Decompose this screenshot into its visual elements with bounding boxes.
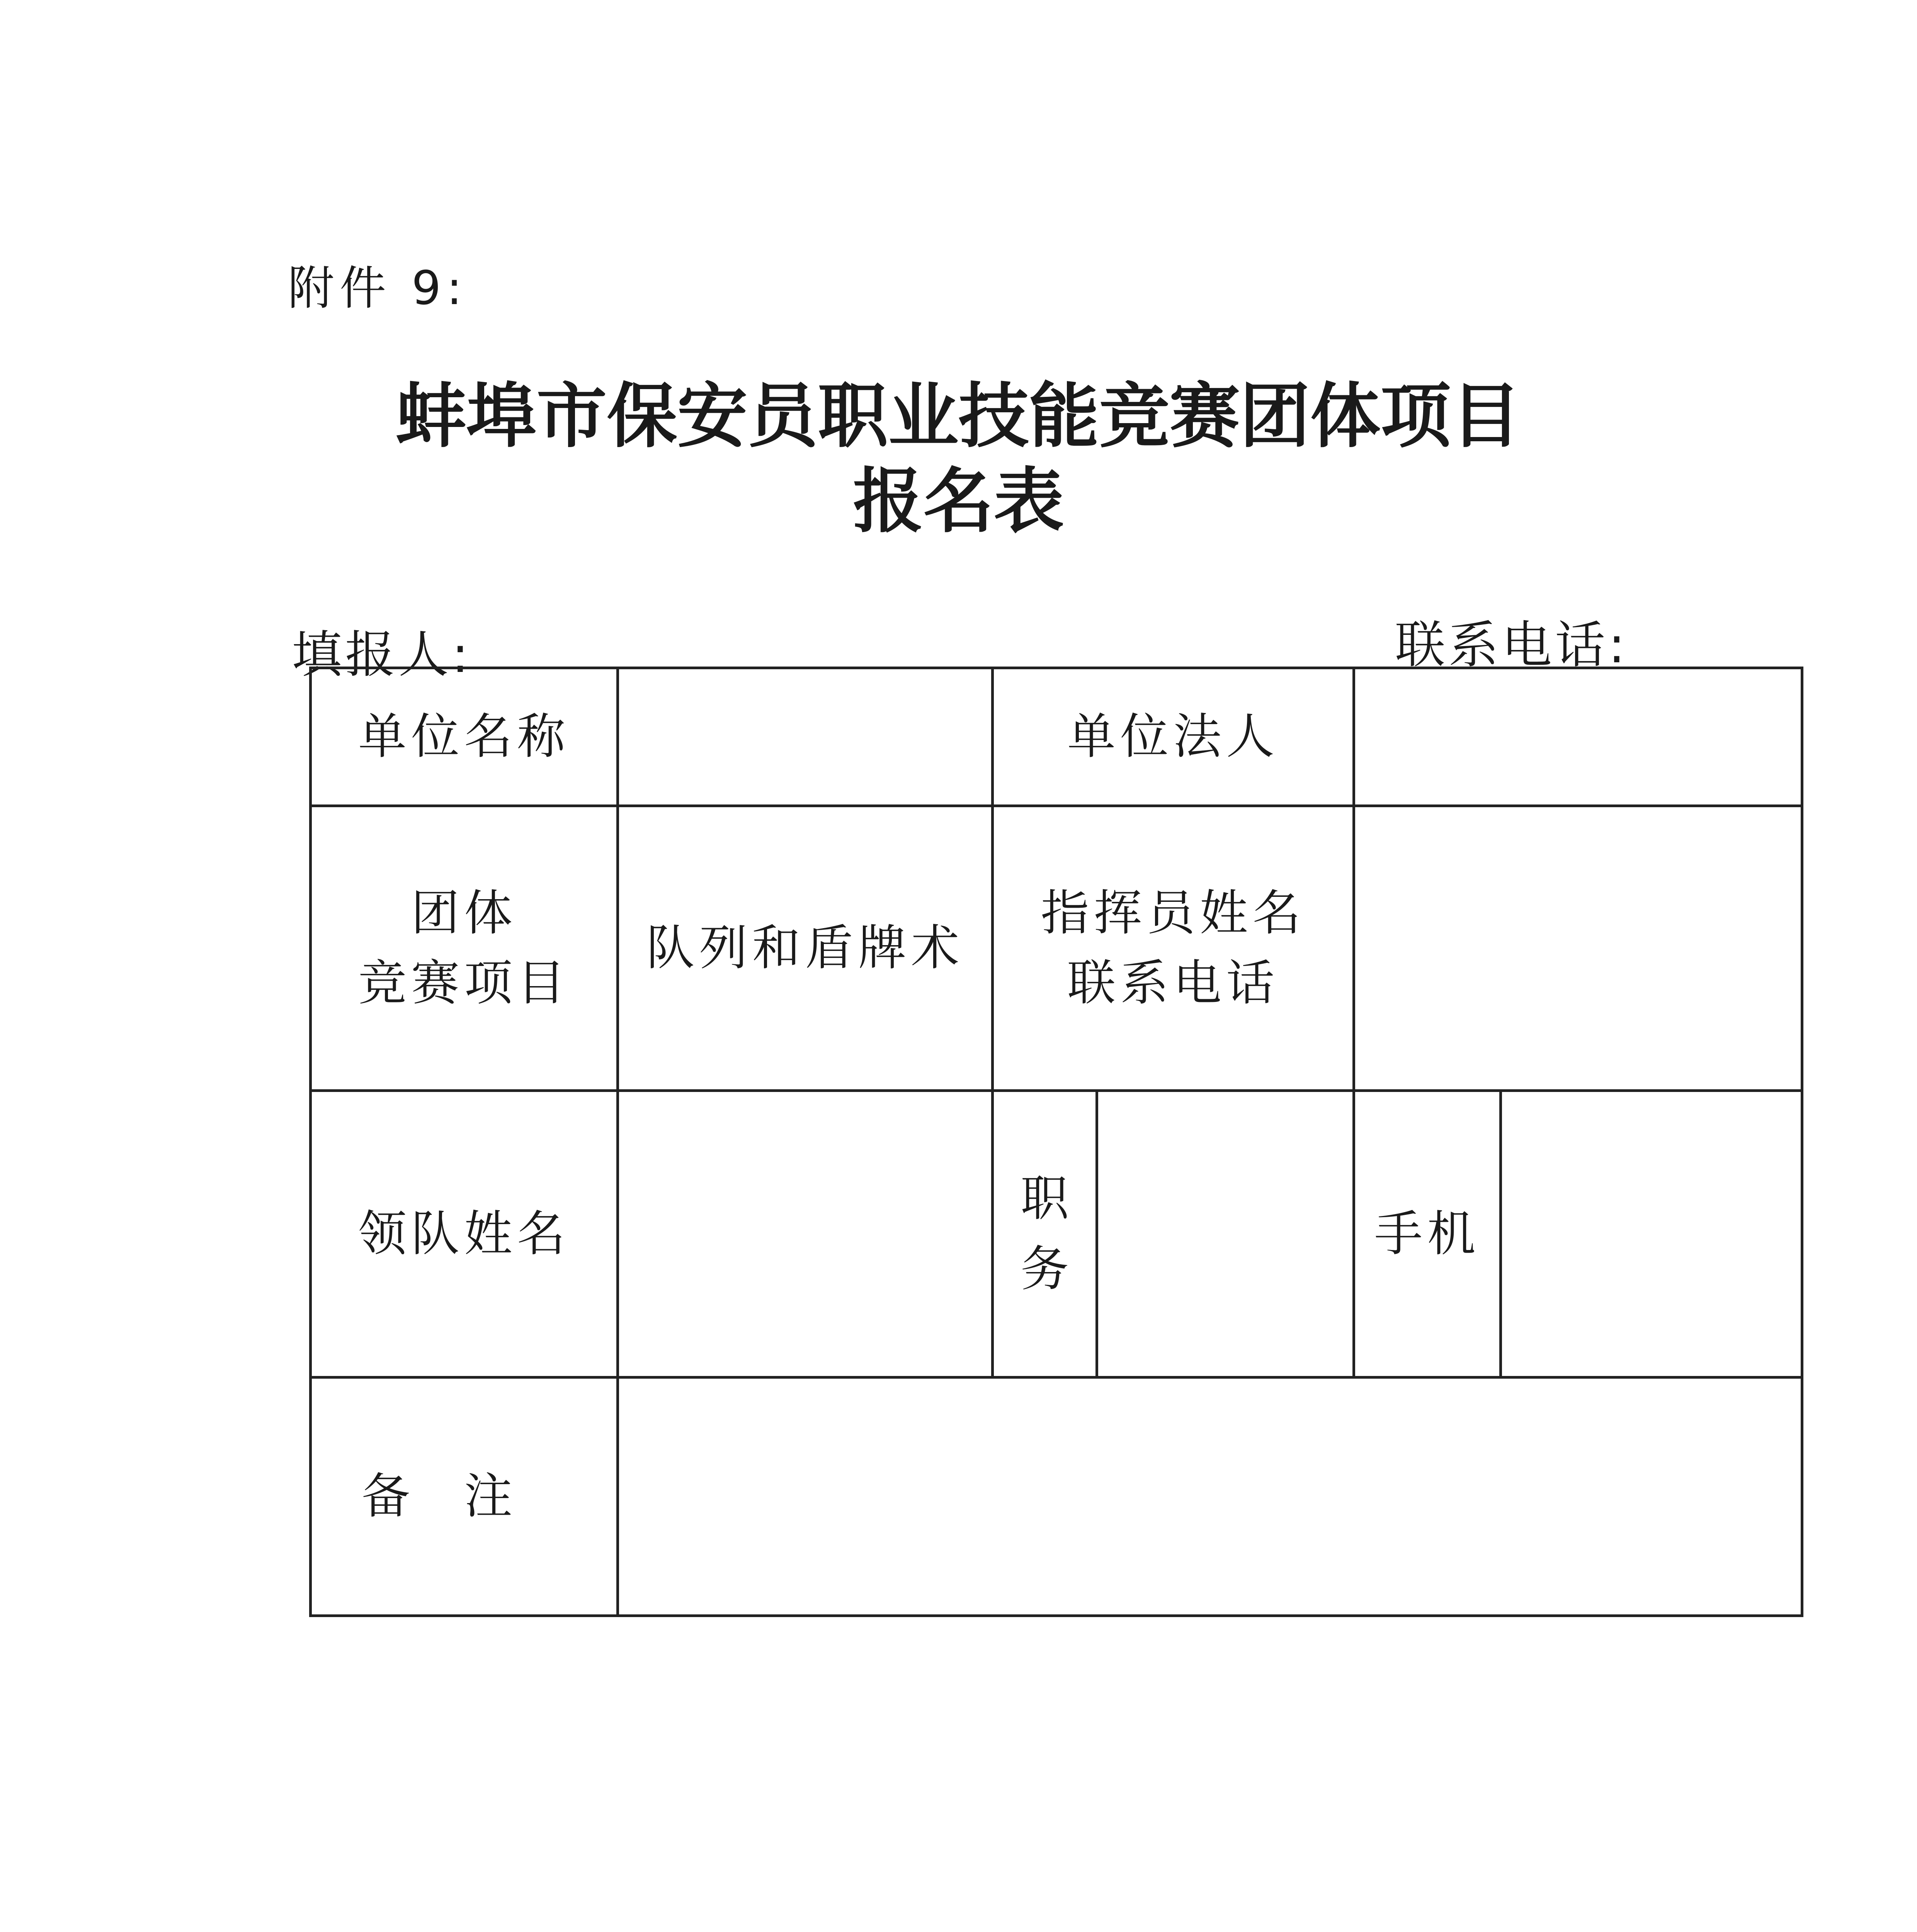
- team-event-label-cell: [311, 806, 618, 1091]
- remarks-field[interactable]: [618, 1378, 1802, 1616]
- position-label-cell: [993, 1091, 1097, 1378]
- legal-person-field[interactable]: [1354, 668, 1802, 806]
- commander-label-cell: [993, 806, 1354, 1091]
- team-event-value: 队列和盾牌术: [618, 806, 993, 1091]
- registration-table: [309, 667, 1803, 1617]
- filler-label: 填报人:: [292, 625, 472, 684]
- unit-name-label: 单位名称: [311, 668, 618, 806]
- unit-name-field[interactable]: [618, 668, 993, 806]
- mobile-label: 手机: [1354, 1091, 1501, 1378]
- leader-name-field[interactable]: [618, 1091, 993, 1378]
- legal-person-label: 单位法人: [993, 668, 1354, 806]
- contact-phone-label: 联系电话:: [1395, 616, 1628, 674]
- attachment-label: 附件 9:: [288, 262, 468, 315]
- commander-phone-label: 联系电话: [1067, 955, 1279, 1011]
- table-row: [311, 806, 1802, 1091]
- commander-name-label: 指挥员姓名: [1041, 885, 1306, 941]
- mobile-field[interactable]: [1501, 1091, 1802, 1378]
- leader-name-label: 领队姓名: [311, 1091, 618, 1378]
- table-row: [311, 668, 1802, 806]
- team-event-label-line1: 团体: [411, 885, 517, 941]
- commander-field[interactable]: [1354, 806, 1802, 1091]
- position-label: 职务: [1021, 1171, 1069, 1297]
- remarks-label: 备注: [362, 1468, 566, 1525]
- table-row: [311, 1378, 1802, 1616]
- table-row: [311, 1091, 1802, 1378]
- position-field[interactable]: [1097, 1091, 1354, 1378]
- remarks-label-cell: [311, 1378, 618, 1616]
- form-subtitle: 报名表: [853, 459, 1064, 542]
- team-event-label-line2: 竞赛项目: [358, 955, 570, 1011]
- form-title: 蚌埠市保安员职业技能竞赛团体项目: [396, 374, 1521, 457]
